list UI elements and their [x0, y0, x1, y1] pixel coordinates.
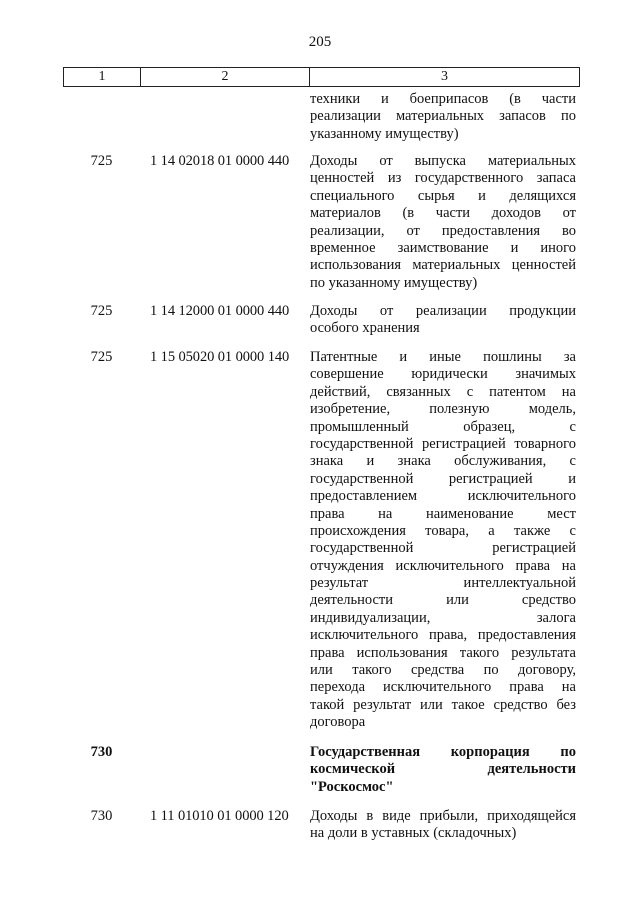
description-line: деятельности или средство	[310, 592, 576, 609]
description-line: специального сырья и делящихся	[310, 187, 576, 204]
description-line: реализации материальных запасов по	[310, 108, 576, 125]
description-line: права на наименование мест	[310, 505, 576, 522]
header-col-3: 3	[441, 69, 448, 84]
description-line: государственной регистрацией и	[310, 470, 576, 487]
description-line: предоставлением исключительного	[310, 488, 576, 505]
description-line: Государственная корпорация по	[310, 744, 576, 760]
admin-code: 730	[90, 744, 113, 760]
description-line: государственной регистрацией товарного	[310, 435, 576, 452]
admin-code: 725	[90, 303, 113, 319]
description-line: исключительного права, предоставления	[310, 627, 576, 644]
description-line: Доходы от выпуска материальных	[310, 153, 576, 169]
description-line: материалов (в части доходов от	[310, 205, 576, 222]
description-line: "Роскосмос"	[310, 778, 394, 795]
description-line: по указанному имуществу)	[310, 274, 478, 291]
kbk-code: 1 14 12000 01 0000 440	[150, 303, 290, 319]
description-line: реализации, от предоставления во	[310, 222, 576, 239]
description-line: или такого средства по договору,	[310, 662, 576, 679]
description-line: Патентные и иные пошлины за	[310, 349, 576, 365]
admin-code: 730	[90, 808, 113, 824]
table-header-row	[63, 67, 580, 87]
description-line: такой результат или такое средство без	[310, 696, 576, 713]
description-line: космической деятельности	[310, 761, 576, 778]
row-description	[310, 808, 576, 843]
description-line: временное заимствование и иного	[310, 239, 576, 256]
description-line: знака и знака обслуживания, с	[310, 453, 576, 470]
row-description	[310, 153, 576, 292]
description-line: использования материальных ценностей	[310, 257, 576, 274]
row-description	[310, 303, 576, 338]
description-line: права использования такого результата	[310, 644, 576, 661]
description-line: происхождения товара, а также с	[310, 522, 576, 539]
header-col-2: 2	[141, 68, 310, 86]
header-col-1: 1	[64, 68, 141, 86]
description-line: совершение юридически значимых	[310, 366, 576, 383]
description-line: на доли в уставных (складочных)	[310, 825, 517, 842]
row-description	[310, 349, 576, 732]
description-line: Доходы в виде прибыли, приходящейся	[310, 808, 576, 824]
description-line: Доходы от реализации продукции	[310, 303, 576, 319]
description-line: государственной регистрацией	[310, 540, 576, 557]
description-line: результат интеллектуальной	[310, 575, 576, 592]
description-line: индивидуализации, залога	[310, 609, 576, 626]
kbk-code: 1 14 02018 01 0000 440	[150, 153, 290, 169]
description-line: указанному имуществу)	[310, 125, 459, 142]
admin-code: 725	[90, 153, 113, 169]
description-line: действий, связанных с патентом на	[310, 383, 576, 400]
description-line: промышленный образец, с	[310, 418, 576, 435]
description-line: особого хранения	[310, 320, 420, 337]
kbk-code: 1 11 01010 01 0000 120	[150, 808, 289, 824]
description-line: договора	[310, 714, 366, 731]
description-line: ценностей из государственного запаса	[310, 170, 576, 187]
description-line: изобретение, полезную модель,	[310, 401, 576, 418]
description-line: перехода исключительного права на	[310, 679, 576, 696]
admin-code: 725	[90, 349, 113, 365]
description-line: отчуждения исключительного права на	[310, 557, 576, 574]
kbk-code: 1 15 05020 01 0000 140	[150, 349, 290, 365]
row-description	[310, 91, 576, 143]
row-description	[310, 744, 576, 796]
description-line: техники и боеприпасов (в части	[310, 91, 576, 107]
page-number: 205	[308, 34, 332, 50]
